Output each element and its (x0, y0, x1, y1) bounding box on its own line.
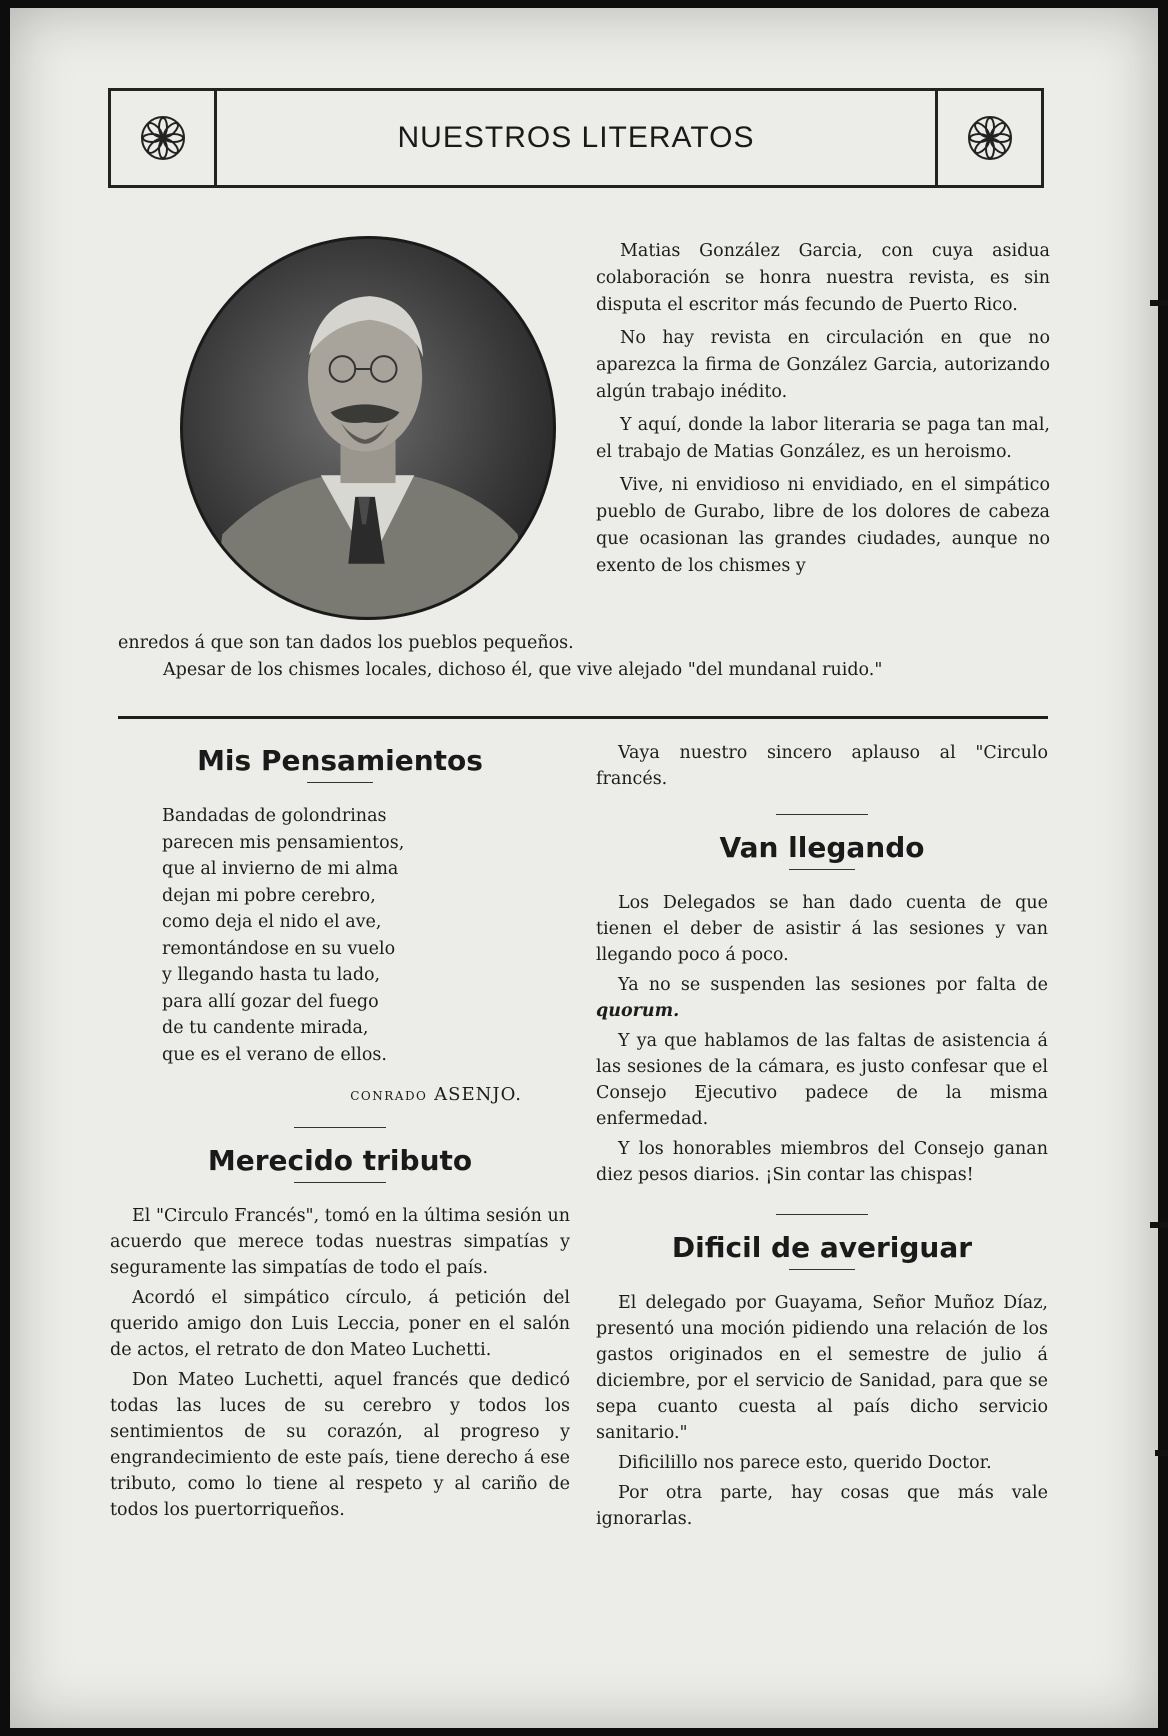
intro-final-paragraph: Apesar de los chismes locales, dichoso él, que vive alejado "del mundanal ruido." (163, 660, 883, 680)
poem-author (110, 1082, 570, 1109)
llegando-article (596, 890, 1048, 1188)
intro-paragraph: Matias González Garcia, con cuya asidua colaboración se honra nuestra revista, es sin disputa el escritor más fecundo de Puerto Rico. (596, 241, 1050, 315)
article-italic-text: quorum. (596, 1001, 680, 1021)
intro-continuation-line: enredos á que son tan dados los pueblos pequeños. (118, 633, 574, 653)
title-rule (307, 782, 373, 783)
edge-mark (1155, 1450, 1168, 1456)
averiguar-title: Dificil de averiguar (671, 1231, 973, 1264)
article-paragraph: Por otra parte, hay cosas que más vale ignorarlas. (596, 1483, 1048, 1529)
poem-line: como deja el nido el ave, (162, 912, 382, 932)
poem-line: dejan mi pobre cerebro, (162, 885, 376, 906)
article-paragraph: El delegado por Guayama, Señor Muñoz Díaz, presentó una moción pidiendo una relación de los gastos originados en el semestre de julio á diciembre, por el servicio de Sanidad, para que se sepa cuanto cuesta al país dicho servicio sanitario." (596, 1293, 1048, 1443)
tributo-article (110, 1203, 570, 1523)
intro-paragraph: No hay revista en circulación en que no aparezca la firma de González Garcia, autorizando algún trabajo inédito. (596, 328, 1050, 402)
article-paragraph: Acordó el simpático círculo, á petición del querido amigo don Luis Leccia, poner en el salón de actos, el retrato de don Mateo Luchetti. (110, 1288, 570, 1360)
poem-line: y llegando hasta tu lado, (162, 965, 381, 985)
poem-line: de tu candente mirada, (162, 1018, 369, 1038)
intro-paragraph: Vive, ni envidioso ni envidiado, en el simpático pueblo de Gurabo, libre de los dolores de cabeza que ocasionan las grandes ciudades, aunque no exento de los chismes y (596, 475, 1050, 576)
intro-article-continuation (118, 630, 1048, 684)
portrait-figure (183, 239, 553, 617)
title-rule (789, 869, 855, 870)
article-paragraph: Y ya que hablamos de las faltas de asistencia á las sesiones de la cámara, es justo confesar que el Consejo Ejecutivo padece de la misma enfermedad. (596, 1031, 1048, 1129)
section-rule (776, 814, 868, 815)
poem-line: Bandadas de golondrinas (162, 806, 387, 826)
tributo-title: Merecido tributo (207, 1144, 473, 1177)
header-title-cell (217, 91, 935, 185)
section-header (108, 88, 1044, 188)
author-portrait-photo (180, 236, 556, 620)
header-left-ornament-cell (111, 91, 217, 185)
author-last-name: ASENJO. (434, 1084, 522, 1105)
poem-body (110, 803, 570, 1068)
poem-line: que es el verano de ellos. (162, 1044, 387, 1065)
intro-paragraph: Y aquí, donde la labor literaria se paga tan mal, el trabajo de Matias González, es un heroismo. (596, 415, 1050, 462)
right-column (596, 740, 1048, 1536)
article-paragraph: Los Delegados se han dado cuenta de que tienen el deber de asistir á las sesiones y van llegando poco á poco. (596, 893, 1048, 965)
rosette-icon (966, 114, 1014, 162)
section-rule (776, 1214, 868, 1215)
title-rule (294, 1182, 386, 1183)
tributo-closing (596, 740, 1048, 792)
poem-line: que al invierno de mi alma (162, 859, 399, 879)
article-paragraph: Dificilillo nos parece esto, querido Doctor. (618, 1453, 992, 1473)
poem-title: Mis Pensamientos (197, 744, 483, 777)
article-paragraph: Vaya nuestro sincero aplauso al "Circulo francés. (596, 743, 1048, 789)
header-right-ornament-cell (935, 91, 1041, 185)
averiguar-article (596, 1290, 1048, 1532)
poem-line: parecen mis pensamientos, (162, 832, 405, 853)
title-rule (789, 1269, 855, 1270)
edge-mark (1150, 1222, 1168, 1228)
section-rule (294, 1127, 386, 1128)
poem-line: remontándose en su vuelo (162, 938, 396, 959)
intro-article (596, 238, 1050, 586)
section-divider (118, 716, 1048, 719)
poem-line: para allí gozar del fuego (162, 991, 379, 1012)
article-paragraph: Don Mateo Luchetti, aquel francés que dedicó todas las luces de su cerebro y todos los sentimientos de su corazón, al progreso y engrandecimiento de este país, tiene derecho á ese tributo, como lo tiene al respeto y al cariño de todos los puertorriqueños. (110, 1370, 570, 1520)
rosette-icon (139, 114, 187, 162)
page-title: NUESTROS LITERATOS (397, 121, 755, 154)
author-first-name: CONRADO (350, 1089, 428, 1103)
article-paragraph (596, 972, 1048, 1024)
article-paragraph: El "Circulo Francés", tomó en la última sesión un acuerdo que merece todas nuestras simpatías y seguramente las simpatías de todo el país. (110, 1206, 570, 1278)
left-column (110, 740, 570, 1527)
article-text: Ya no se suspenden las sesiones por falta de (618, 975, 1048, 995)
article-paragraph: Y los honorables miembros del Consejo ganan diez pesos diarios. ¡Sin contar las chispas! (596, 1139, 1048, 1185)
edge-mark (1150, 300, 1168, 306)
llegando-title: Van llegando (719, 831, 925, 864)
